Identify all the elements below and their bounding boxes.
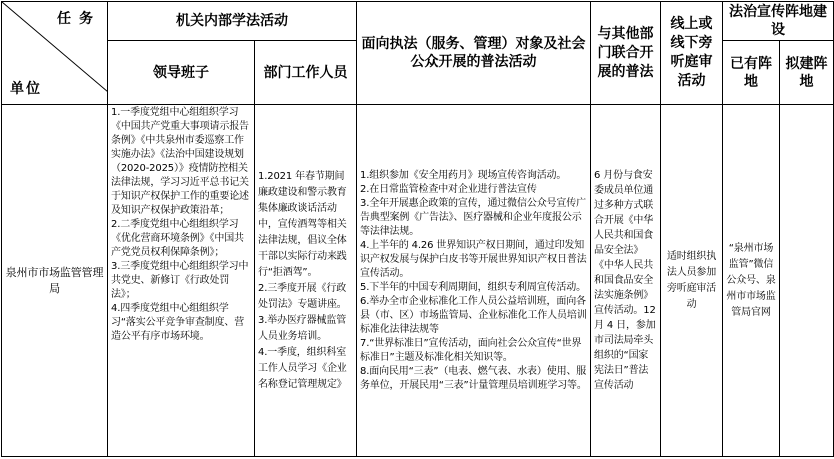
enforcement-item: 8.面向民用“三表”（电表、燃气表、水表）使用、服务单位，开展民用“三表”计量管理员培训班学习等。 [360, 365, 587, 391]
joint-activities: 6 月份与食安委成员单位通过多种方式联合开展《中华人民共和国食品安全法》《中华人民共和国食品安全法实施条例》宣传活动。12 月 4 日，参加市司法局牵头组织的“国家宪法日”普法宣传活动 [591, 105, 661, 457]
enforcement-item: 1.组织参加《安全用药月》现场宣传咨询活动。 [360, 169, 567, 181]
staff-item: 1.2021 年春节期间廉政建设和警示教育集体廉政谈话活动中，宣传酒驾等相关法律法规，倡议全体干部以实际行动来践行“拒酒驾”。 [258, 170, 347, 278]
header-enforcement: 面向执法（服务、管理）对象及社会公众开展的普法活动 [357, 2, 591, 105]
leadership-item: 4.四季度党组中心组组织学习“落实公平竞争审查制度、营造公平有序市场环境。 [111, 303, 245, 342]
staff-item: 4.一季度，组织科室工作人员学习《企业名称登记管理规定》 [258, 346, 347, 390]
header-internal-study: 机关内部学法活动 [108, 2, 357, 41]
existing-base: “泉州市场监管”微信公众号、泉州市市场监管局官网 [723, 105, 780, 457]
corner-header-cell [2, 2, 108, 105]
staff-item: 2.三季度开展《行政处罚法》专题讲座。 [258, 282, 347, 310]
leadership-activities [108, 105, 255, 457]
header-planned: 拟建阵地 [780, 41, 834, 105]
leadership-item: 1.一季度党组中心组组织学习《中国共产党重大事项请示报告条例》《中共泉州市委巡察工作实施办法》《法治中国建设规划（2020-2025）》疫情防控相关法律法规，学习习近平总书记关于知识产权保护工作的重要论述及知识产权保护政策沿革； [111, 107, 249, 216]
enforcement-activities [357, 105, 591, 457]
enforcement-item: 5.下半年的中国专利周期间，组织专利周宣传活动。 [360, 281, 586, 293]
header-existing: 已有阵地 [723, 41, 780, 105]
enforcement-item: 7.“世界标准日”宣传活动，面向社会公众宣传“世界标准日”主题及标准化相关知识等。 [360, 337, 582, 363]
header-leadership: 领导班子 [108, 41, 255, 105]
legal-publicity-table [1, 1, 834, 457]
enforcement-item: 2.在日常监管检查中对企业进行普法宣传 [360, 183, 537, 195]
header-hearing: 线上或线下旁听庭审活动 [661, 2, 723, 105]
staff-item: 3.举办医疗器械监管人员业务培训。 [258, 314, 347, 342]
leadership-item: 3.三季度党组中心组组织学习中共党史、新修订《行政处罚法》； [111, 261, 249, 300]
enforcement-item: 6.举办全市企业标准化工作人员公益培训班，面向各县（市、区）市场监管局、企业标准化工作人员培训标准化法律法规等 [360, 295, 587, 335]
planned-base [780, 105, 834, 457]
header-base: 法治宣传阵地建设 [723, 2, 834, 41]
hearing-activities: 适时组织执法人员参加旁听庭审活动 [661, 105, 723, 457]
corner-unit-label: 单位 [10, 81, 42, 97]
enforcement-item: 3.全年开展惠企政策的宣传，通过微信公众号宣传广告典型案例《广告法》、医疗器械和企业年度报公示等法律法规。 [360, 197, 586, 237]
corner-task-label: 任务 [57, 11, 101, 27]
header-dept-staff: 部门工作人员 [255, 41, 357, 105]
staff-activities [255, 105, 357, 457]
enforcement-item: 4.上半年的 4.26 世界知识产权日期间，通过印发知识产权发展与保护白皮书等开展世界知识产权日普法宣传活动。 [360, 239, 587, 279]
header-joint: 与其他部门联合开展的普法 [591, 2, 661, 105]
leadership-item: 2.二季度党组中心组组织学习《优化营商环境条例》《中国共产党党员权利保障条例》； [111, 219, 244, 258]
unit-name: 泉州市市场监管管理局 [2, 105, 108, 457]
